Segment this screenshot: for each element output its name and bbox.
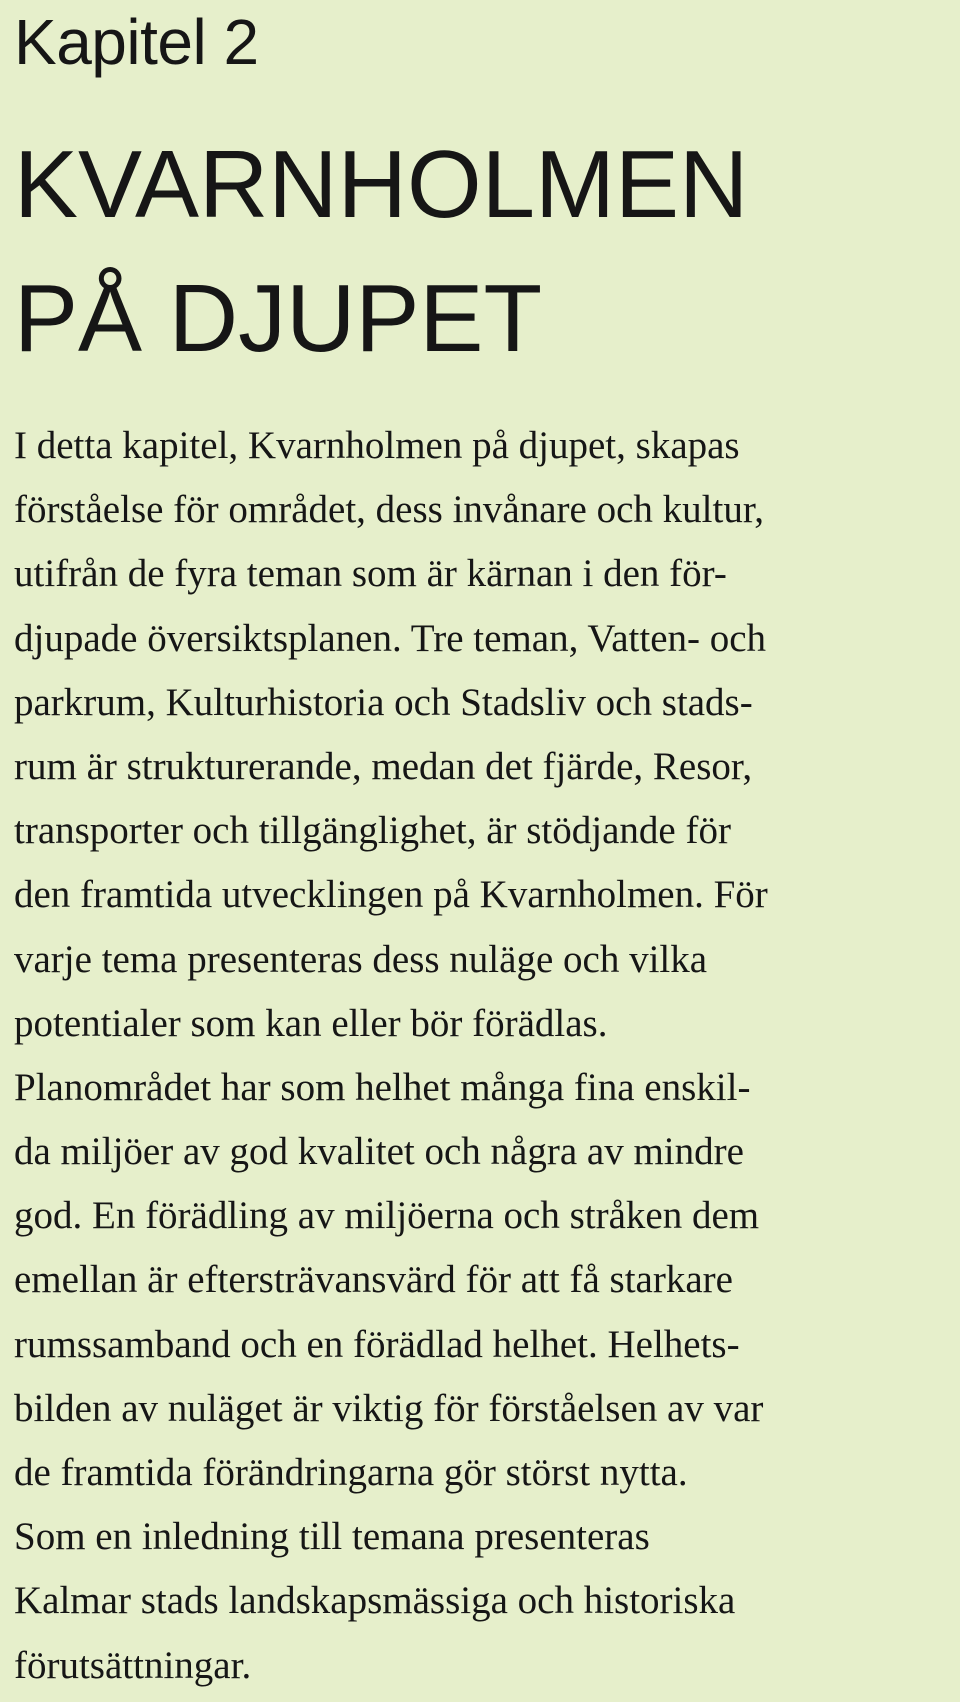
body-line: Planområdet har som helhet många fina enskil-: [14, 1065, 751, 1109]
body-line: potentialer som kan eller bör förädlas.: [14, 1001, 608, 1045]
body-line: bilden av nuläget är viktig för förståelsen av var: [14, 1386, 764, 1430]
body-line: emellan är eftersträvansvärd för att få starkare: [14, 1258, 733, 1302]
chapter-label: Kapitel 2: [14, 6, 259, 78]
body-line: da miljöer av god kvalitet och några av mindre: [14, 1130, 744, 1174]
body-line: I detta kapitel, Kvarnholmen på djupet, skapas: [14, 424, 740, 467]
chapter-title: [14, 118, 748, 386]
body-line: förståelse för området, dess invånare och kultur,: [14, 488, 765, 532]
body-line: utifrån de fyra teman som är kärnan i den för-: [14, 552, 727, 596]
chapter-title-line-1: KVARNHOLMEN: [14, 131, 749, 238]
body-line: djupade översiktsplanen. Tre teman, Vatten- och: [14, 616, 767, 660]
body-line: rumssamband och en förädlad helhet. Helhets-: [14, 1322, 740, 1366]
body-line: Som en inledning till temana presenteras: [14, 1515, 650, 1559]
body-line: transporter och tillgänglighet, är stödjande för: [14, 809, 731, 853]
body-line: rum är strukturerande, medan det fjärde, Resor,: [14, 744, 753, 788]
body-line: förutsättningar.: [14, 1643, 252, 1687]
body-line: den framtida utvecklingen på Kvarnholmen. För: [14, 873, 768, 917]
body-line: Kalmar stads landskapsmässiga och historiska: [14, 1579, 736, 1623]
body-line: varje tema presenteras dess nuläge och vilka: [14, 937, 708, 981]
body-paragraph: [14, 414, 960, 1698]
body-line: god. En förädling av miljöerna och stråken dem: [14, 1194, 760, 1238]
body-line: parkrum, Kulturhistoria och Stadsliv och stads-: [14, 680, 753, 724]
chapter-title-line-2: PÅ DJUPET: [14, 265, 543, 372]
body-line: de framtida förändringarna gör störst nytta.: [14, 1451, 688, 1494]
